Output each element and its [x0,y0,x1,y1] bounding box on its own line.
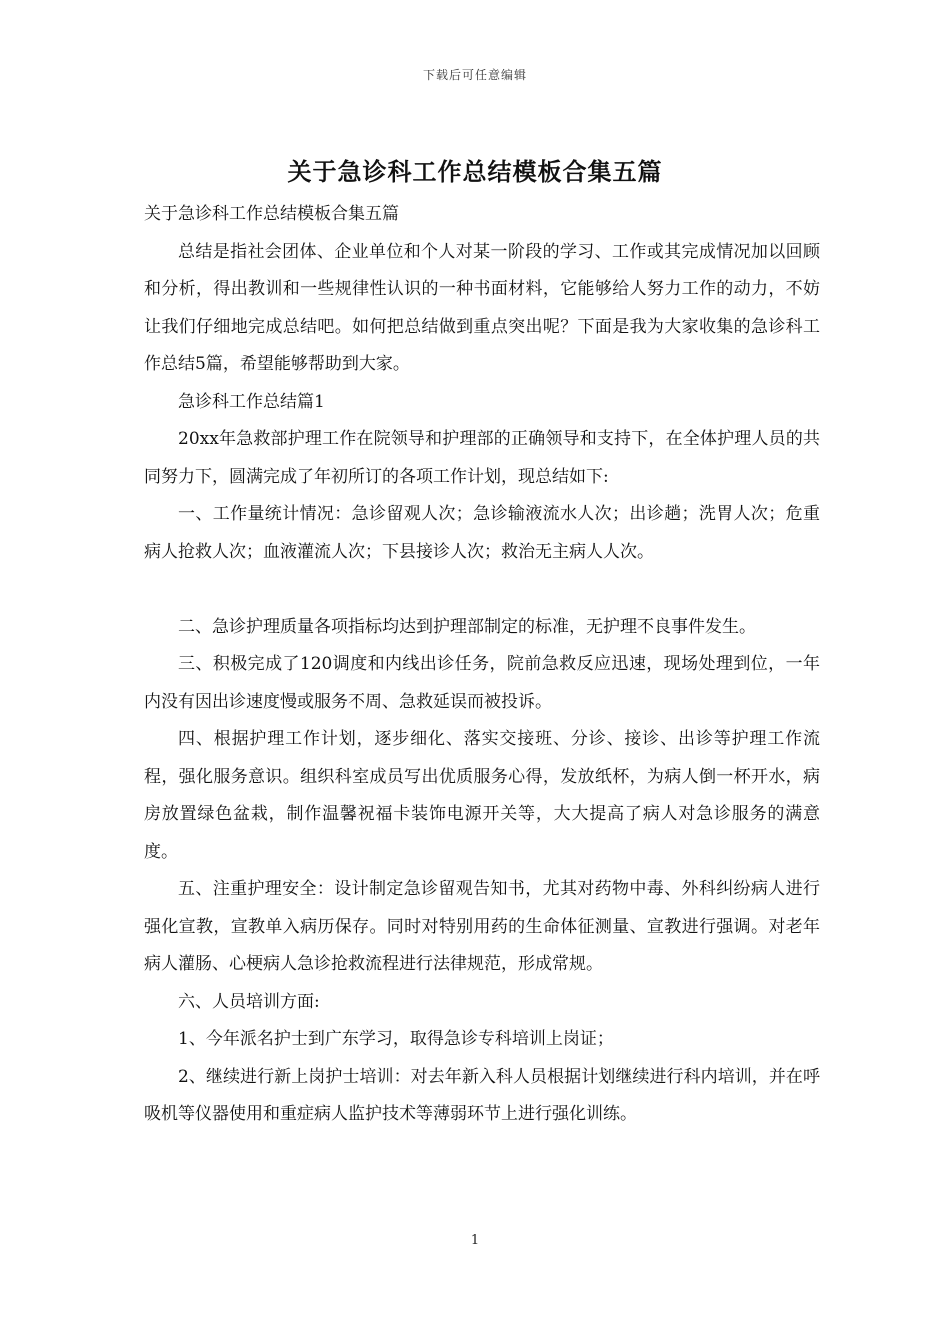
intro-paragraph: 总结是指社会团体、企业单位和个人对某一阶段的学习、工作或其完成情况加以回顾和分析，得出教训和一些规律性认识的一种书面材料，它能够给人努力工作的动力，不妨让我们仔细地完成总结吧。如何把总结做到重点突出呢？下面是我为大家收集的急诊科工作总结5篇，希望能够帮助到大家。 [144,241,820,374]
section-heading: 急诊科工作总结篇1 [178,391,325,412]
body-paragraph: 一、工作量统计情况：急诊留观人次；急诊输液流水人次；出诊趟；洗胃人次；危重病人抢救人次；血液灌流人次；下县接诊人次；救治无主病人人次。 [144,504,820,562]
page-number: 1 [470,1233,480,1248]
body-paragraph: 2、继续进行新上岗护士培训：对去年新入科人员根据计划继续进行科内培训，并在呼吸机等仪器使用和重症病人监护技术等薄弱环节上进行强化训练。 [144,1066,820,1124]
document-title: 关于急诊科工作总结模板合集五篇 [287,157,663,186]
body-paragraph: 六、人员培训方面: [178,991,320,1012]
document-subtitle: 关于急诊科工作总结模板合集五篇 [144,204,399,224]
blank-line [144,571,820,609]
body-paragraph: 1、今年派名护士到广东学习，取得急诊专科培训上岗证； [178,1029,614,1049]
body-paragraph: 三、积极完成了120调度和内线出诊任务，院前急救反应迅速，现场处理到位，一年内没有因出诊速度慢或服务不周、急救延误而被投诉。 [144,654,820,712]
body-paragraph: 20xx年急救部护理工作在院领导和护理部的正确领导和支持下，在全体护理人员的共同努力下，圆满完成了年初所订的各项工作计划，现总结如下: [144,429,820,487]
page-header-note: 下载后可任意编辑 [422,68,527,82]
body-paragraph: 五、注重护理安全：设计制定急诊留观告知书，尤其对药物中毒、外科纠纷病人进行强化宣教，宣教单入病历保存。同时对特别用药的生命体征测量、宣教进行强调。对老年病人灌肠、心梗病人急诊抢救流程进行法律规范，形成常规。 [144,879,820,974]
body-paragraph: 四、根据护理工作计划，逐步细化、落实交接班、分诊、接诊、出诊等护理工作流程，强化服务意识。组织科室成员写出优质服务心得，发放纸杯，为病人倒一杯开水，病房放置绿色盆栽，制作温馨祝福卡装饰电源开关等，大大提高了病人对急诊服务的满意度。 [144,729,820,862]
document-body [144,196,820,1134]
body-paragraph: 二、急诊护理质量各项指标均达到护理部制定的标准，无护理不良事件发生。 [178,616,756,637]
